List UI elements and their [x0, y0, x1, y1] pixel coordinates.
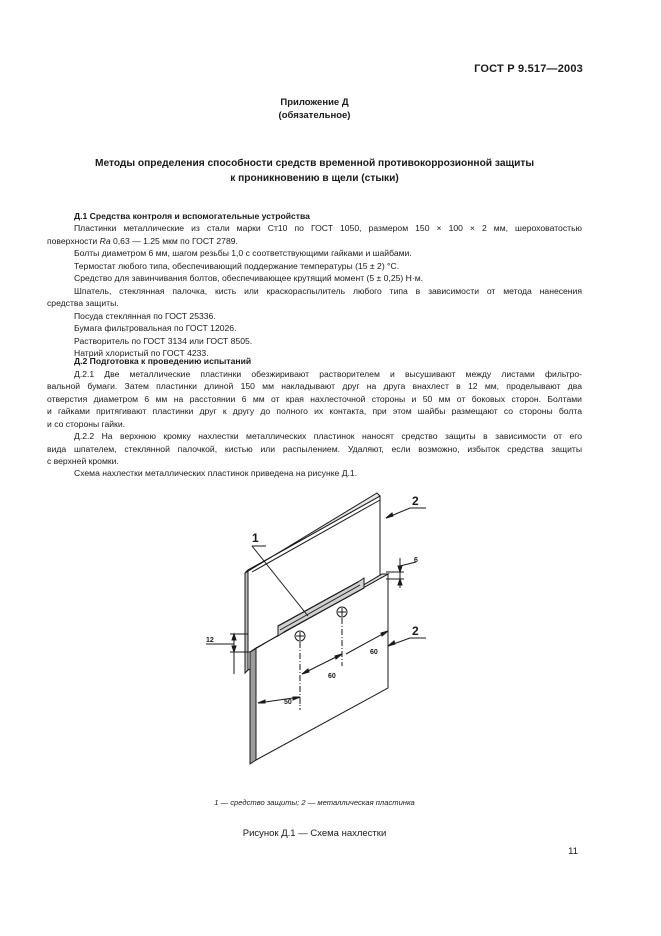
section-1-item-2: Термостат любого типа, обеспечивающий поддержание температуры (15 ± 2) °С.: [74, 260, 400, 271]
item-0-line-2a: поверхности: [47, 235, 100, 246]
section-1-item-3: Средство для завинчивания болтов, обеспечивающее крутящий момент (5 ± 0,25) Н·м.: [74, 273, 423, 283]
section-2-p1-l5: и со стороны гайки.: [47, 418, 126, 429]
item-0-line-2b: 0,63 — 1.25 мкм по ГОСТ 2789.: [110, 235, 238, 246]
figure-caption: Рисунок Д.1 — Схема нахлестки: [242, 828, 387, 839]
section-1-item-6: Бумага фильтровальная по ГОСТ 12026.: [74, 323, 237, 333]
section-2-p1-l3: отверстия диаметром 6 мм на расстоянии 6 мм от края нахлесточной стороны и 50 мм от боковых сторон. Болтами: [47, 393, 582, 404]
roughness-symbol: Ra: [99, 235, 111, 246]
document-title: [0, 156, 629, 186]
section-1: [74, 210, 582, 223]
section-1-item-0: [74, 222, 582, 235]
section-2-p3: Схема нахлестки металлических пластинок приведена на рисунке Д.1.: [74, 468, 358, 478]
section-1-item-7: Растворитель по ГОСТ 3134 или ГОСТ 8505.: [74, 335, 253, 346]
section-2-p2-l1: Д.2.2 На верхнюю кромку нахлестки металлических пластинок наносят средство защиты в зависимости от его: [74, 431, 582, 441]
section-2-p1-l4: и гайками притягивают пластинки друг к другу до полного их контакта, при этом шайбы размещают со стороны болта: [47, 406, 582, 416]
back-plate-left-edge: [245, 570, 248, 673]
section-2-p2-l2: вида шпателем, стеклянной палочкой, кистью или распылением. Удаляют, если возможно, избыток средства защиты: [47, 443, 582, 454]
label-dim-60b: 60: [370, 649, 378, 656]
item-4-line-1: Шпатель, стеклянная палочка, кисть или краскораспылитель любого типа в зависимости от метода нанесения: [74, 285, 582, 296]
section-2-p1-l2: вальной бумаги. Затем пластинки длиной 150 мм накладывают друг на друга внахлест в 12 мм, проделывают два: [47, 381, 582, 391]
label-2-top: 2: [412, 494, 419, 508]
label-dim-6: 6: [414, 557, 418, 564]
label-1: 1: [252, 531, 259, 545]
annex-status: (обязательное): [278, 110, 351, 121]
label-dim-12: 12: [206, 637, 214, 644]
section-2-p2-l3: с верхней кромки.: [47, 456, 119, 466]
section-1-item-0-cont: [47, 235, 582, 248]
item-0-line-1: Пластинки металлические из стали марки Ст10 по ГОСТ 1050, размером 150 × 100 × 2 мм, шероховатостью: [74, 223, 582, 233]
section-2-p1-l1: Д.2.1 Две металлические пластинки обезжиривают растворителем и высушивают между листами фильтро-: [74, 368, 582, 379]
label-dim-60a: 60: [328, 673, 336, 680]
section-1-item-1: Болты диаметром 6 мм, шагом резьбы 1,0 с соответствующими гайками и шайбами.: [74, 248, 412, 258]
section-1-heading: Д.1 Средства контроля и вспомогательные устройства: [74, 211, 310, 221]
section-1-item-8: Натрий хлористый по ГОСТ 4233.: [74, 348, 209, 358]
section-1-item-4-cont: средства защиты.: [47, 298, 119, 308]
standard-code: ГОСТ Р 9.517—2003: [474, 63, 583, 75]
overlap-diagram: [190, 478, 450, 778]
annex-title: Приложение Д: [280, 97, 349, 108]
bolt-left: [295, 631, 305, 641]
figure-legend: 1 — средство защиты; 2 — металлическая пластинка: [214, 798, 415, 807]
page-number: 11: [568, 846, 578, 857]
label-dim-50: 50: [284, 699, 292, 706]
front-plate-left-edge: [250, 648, 256, 764]
section-2-heading: Д.2 Подготовка к проведению испытаний: [74, 356, 252, 366]
title-line-1: Методы определения способности средств временной противокоррозионной защиты: [94, 158, 535, 169]
section-1-item-5: Посуда стеклянная по ГОСТ 25336.: [74, 310, 216, 321]
bolt-right: [337, 607, 347, 617]
section-1-item-4: [74, 285, 582, 298]
title-line-2: к проникновению в щели (стыки): [230, 173, 399, 184]
annex-heading: [0, 96, 629, 122]
label-2-mid: 2: [412, 624, 419, 638]
